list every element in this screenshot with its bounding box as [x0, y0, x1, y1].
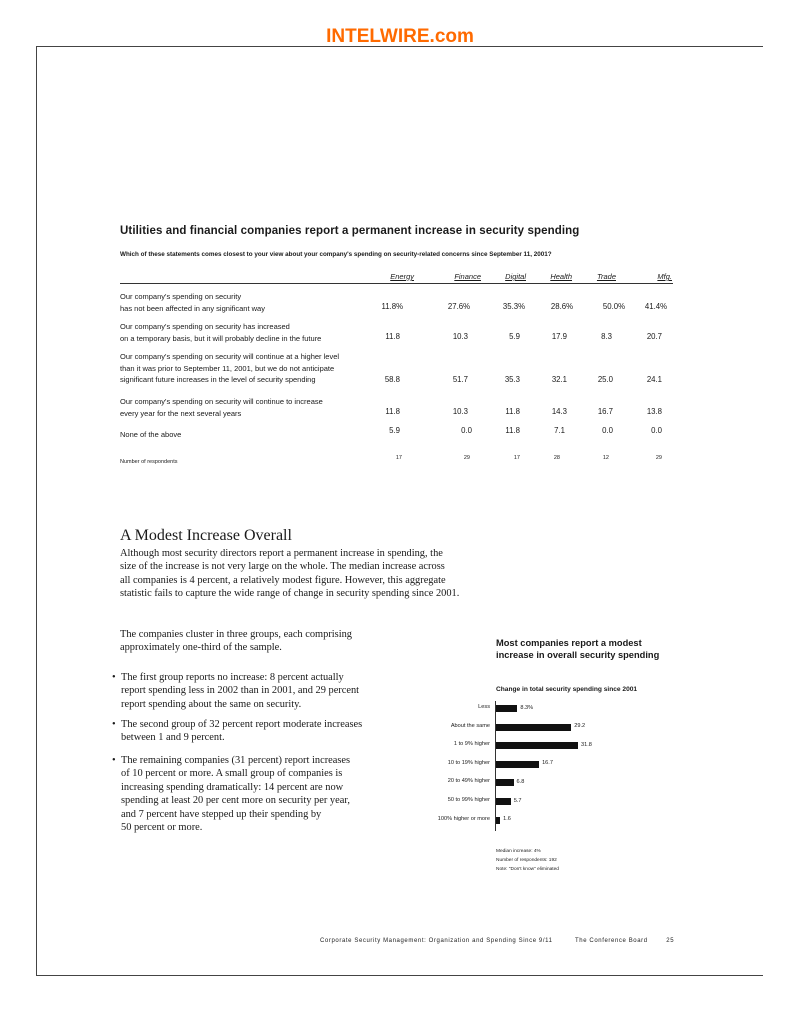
chart-note-respondents: Number of respondents: 192: [496, 858, 557, 863]
table-cell: 11.8: [385, 332, 400, 341]
chart-title-line: increase in overall security spending: [496, 650, 660, 660]
table-cell: 11.8: [505, 426, 520, 435]
respondents-cell: 29: [655, 455, 662, 461]
col-header-finance: Finance: [454, 272, 481, 281]
chart-bar: [496, 798, 511, 805]
chart-bar: [496, 724, 571, 731]
chart-note-median: Median increase: 4%: [496, 849, 541, 854]
row-label-line: Our company's spending on security: [120, 292, 242, 301]
chart-category-label: About the same: [450, 722, 490, 729]
col-header-energy: Energy: [390, 272, 414, 281]
watermark: INTELWIRE.com: [326, 26, 474, 47]
table-cell: 16.7: [597, 407, 613, 416]
bullet-line: spending at least 20 per cent more on security per year,: [121, 795, 350, 807]
table-cell: 41.4%: [644, 302, 667, 311]
table-cell: 32.1: [551, 375, 567, 384]
chart-category-label: 20 to 49% higher: [447, 778, 490, 785]
respondents-cell: 17: [395, 455, 402, 461]
chart-value-label: 29.2: [574, 723, 586, 730]
chart-title: [496, 637, 686, 661]
bullet-item-3: [112, 754, 412, 834]
bullet-item-1: [112, 671, 412, 711]
table-cell: 58.8: [384, 375, 400, 384]
table-question: Which of these statements comes closest to your view about your company's spending on security-related concerns since September 11, 2001?: [120, 251, 552, 258]
article-paragraph-2: [120, 628, 500, 655]
respondents-cell: 29: [463, 455, 470, 461]
respondents-cell: 28: [553, 455, 560, 461]
col-header-trade: Trade: [596, 272, 616, 281]
table-cell: 10.3: [452, 332, 468, 341]
table-cell: 5.9: [509, 332, 520, 341]
table-cell: 25.0: [597, 375, 613, 384]
col-header-mfg: Mfg.: [657, 272, 672, 281]
article-paragraph-1: [120, 547, 500, 601]
table-cell: 27.6%: [447, 302, 470, 311]
table-title: Utilities and financial companies report a permanent increase in security spending: [120, 225, 580, 237]
paragraph-line: all companies is 4 percent, a relatively modest figure. However, this aggregate: [120, 574, 446, 586]
table-cell: 5.9: [389, 426, 400, 435]
table-cell: 24.1: [646, 375, 662, 384]
bullet-line: The remaining companies (31 percent) report increases: [121, 755, 351, 766]
table-cell: 11.8%: [381, 302, 403, 311]
row-label-line: has not been affected in any significant way: [120, 303, 265, 313]
chart-subtitle: Change in total security spending since 2001: [496, 686, 638, 693]
chart-category-label: 50 to 99% higher: [447, 797, 490, 803]
table-rule: [120, 283, 673, 284]
footer-page-number: 25: [666, 938, 675, 944]
bullet-line: between 1 and 9 percent.: [121, 732, 225, 744]
chart-value-label: 16.7: [542, 760, 553, 767]
paragraph-line: size of the increase is not very large on the whole. The median increase across: [120, 561, 445, 573]
table-cell: 28.6%: [550, 302, 573, 311]
chart-title-line: Most companies report a modest: [496, 638, 642, 648]
bullet-dot: •: [112, 755, 116, 766]
table-cell: 0.0: [602, 426, 613, 435]
chart-value-label: 31.8: [581, 741, 592, 748]
respondents-cell: 17: [513, 455, 520, 461]
chart-category-label: Less: [478, 704, 490, 710]
bullet-line: 50 percent or more.: [121, 822, 203, 834]
table-cell: 17.9: [551, 332, 567, 341]
table-cell: 20.7: [646, 332, 662, 341]
paragraph-line: approximately one-third of the sample.: [120, 642, 282, 654]
table-cell: 11.8: [385, 407, 400, 416]
page-frame: [36, 46, 763, 976]
bullet-dot: •: [112, 672, 116, 683]
footer-publication: Corporate Security Management: Organization and Spending Since 9/11: [320, 938, 553, 944]
bullet-line: report spending less in 2002 than in 2001, and 29 percent: [121, 685, 360, 697]
bullet-line: and 7 percent have stepped up their spending by: [121, 808, 322, 820]
bullet-item-2: [112, 718, 412, 745]
bullet-line: increasing spending dramatically: 14 percent are now: [121, 781, 344, 793]
table-cell: 13.8: [646, 407, 662, 416]
table-cell: 8.3: [601, 332, 612, 341]
row-label-line: significant future increases in the level of security spending: [120, 375, 316, 384]
row-label-line: Our company's spending on security will continue at a higher level: [120, 352, 340, 361]
chart-value-label: 5.7: [513, 797, 522, 804]
table-cell: 51.7: [452, 375, 468, 384]
table-cell: 50.0%: [602, 302, 625, 311]
respondents-cell: 12: [602, 455, 609, 461]
respondents-label: Number of respondents: [120, 459, 178, 465]
chart-bar: [496, 761, 539, 768]
table-cell: 10.3: [452, 407, 468, 416]
row-label-line: Our company's spending on security will continue to increase: [120, 397, 323, 406]
chart-value-label: 1.6: [503, 816, 511, 823]
chart-category-label: 1 to 9% higher: [453, 741, 490, 748]
paragraph-line: Although most security directors report a permanent increase in spending, the: [120, 548, 443, 559]
chart-note-dont-know: Note: "Don't know" eliminated: [496, 867, 559, 872]
bullet-line: of 10 percent or more. A small group of companies is: [121, 768, 343, 780]
col-header-digital: Digital: [505, 272, 526, 281]
bullet-dot: •: [112, 719, 116, 730]
row-label-line: every year for the next several years: [120, 408, 242, 418]
table-cell: 0.0: [651, 426, 662, 435]
table-cell: 35.3: [504, 375, 520, 384]
table-cell: 35.3%: [502, 302, 525, 311]
paragraph-line: statistic fails to capture the wide range of change in security spending since 2001.: [120, 588, 460, 600]
chart-value-label: 8.3%: [520, 704, 534, 711]
row-label-1: [120, 291, 390, 314]
table-cell: 0.0: [461, 426, 472, 435]
table-cell: 11.8: [505, 407, 520, 416]
paragraph-line: The companies cluster in three groups, each comprising: [120, 629, 352, 640]
bullet-line: The second group of 32 percent report moderate increases: [121, 719, 363, 730]
table-cell: 14.3: [551, 407, 567, 416]
table-cell: 7.1: [554, 426, 565, 435]
chart-bar: [496, 817, 500, 824]
row-label-line: than it was prior to September 11, 2001, but we do not anticipate: [120, 363, 335, 373]
row-label-line: None of the above: [120, 430, 182, 439]
row-label-line: on a temporary basis, but it will probably decline in the future: [120, 333, 322, 343]
bullet-line: report spending about the same on security.: [121, 698, 302, 710]
bullet-line: The first group reports no increase: 8 percent actually: [121, 672, 344, 683]
footer-publisher: The Conference Board: [575, 938, 648, 944]
article-heading: A Modest Increase Overall: [120, 527, 292, 544]
chart-category-label: 100% higher or more: [437, 815, 490, 822]
chart-bar: [496, 705, 517, 712]
chart-value-label: 6.8: [516, 778, 525, 785]
page-footer: [320, 938, 674, 944]
chart-bar: [496, 742, 578, 749]
row-label-line: Our company's spending on security has increased: [120, 322, 290, 331]
col-header-health: Health: [550, 272, 572, 281]
chart-bar: [496, 779, 514, 786]
chart-category-label: 10 to 19% higher: [447, 759, 490, 766]
